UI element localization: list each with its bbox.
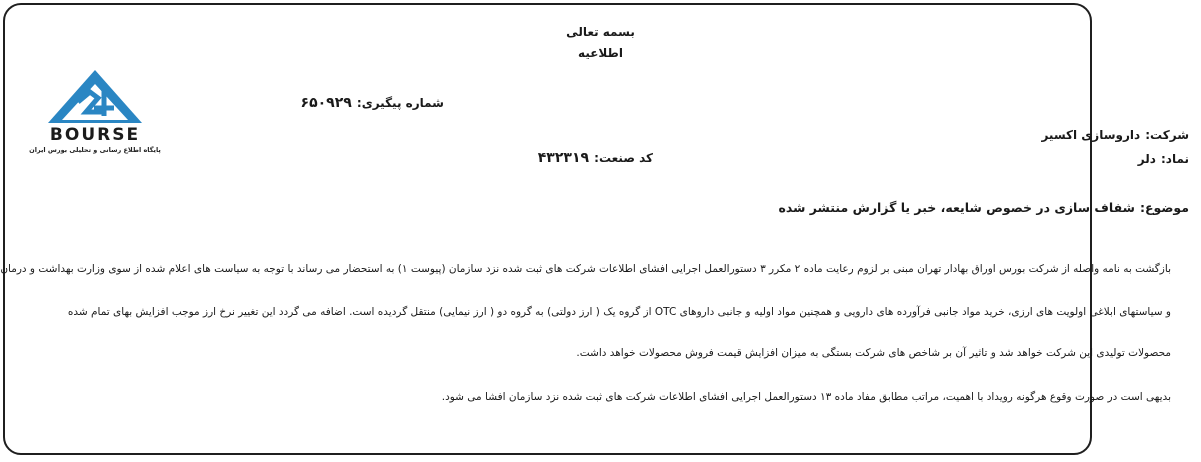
- body-line-4: بدیهی است در صورت وقوع هرگونه رویداد با اهمیت، مراتب مطابق مفاد ماده ۱۳ دستورالعمل اجرایی افشای اطلاعات شرکت های ثبت شده نزد سازمان افشا می شود.: [441, 391, 1171, 403]
- industry-code-value: ۴۳۲۳۱۹: [537, 150, 590, 166]
- company-label: شرکت:: [1145, 128, 1189, 142]
- subject-label: موضوع:: [1139, 200, 1189, 215]
- tracking-number: [301, 92, 444, 111]
- subject-line: [779, 197, 1189, 216]
- bourse-logo-mark-icon: [20, 68, 170, 128]
- bourse-logo: [20, 68, 170, 158]
- bourse-caption: پایگاه اطلاع رسانی و تحلیلی بورس ایران: [29, 146, 161, 154]
- tracking-label: شماره پیگیری:: [356, 96, 444, 110]
- tracking-value: ۶۵۰۹۲۹: [300, 95, 352, 111]
- notice-heading: اطلاعیه: [578, 46, 623, 60]
- subject-text: شفاف سازی در خصوص شایعه، خبر یا گزارش منتشر شده: [778, 200, 1135, 215]
- body-line-1: بازگشت به نامه واصله از شرکت بورس اوراق بهادار تهران مبنی بر لزوم رعایت ماده ۲ مکرر ۳ دستورالعمل اجرایی افشای اطلاعات شرکت های ثبت شده نزد سازمان (پیوست ۱) به استحضار می رساند با توجه به سیاست های اعلام شده از سوی وزارت بهداشت و درمان: [0, 263, 1171, 275]
- basmala-heading: بسمه تعالی: [566, 25, 635, 39]
- body-line-2: و سیاستهای ابلاغی اولویت های ارزی، خرید مواد جانبی فرآورده های دارویی و همچنین مواد اولیه و جانبی داروهای OTC از گروه یک ( ارز دولتی) به گروه دو ( ارز نیمایی) منتقل گردیده است. اضافه می گردد این تغییر نرخ ارز موجب افزایش بهای تمام شده: [67, 306, 1171, 318]
- industry-code-label: کد صنعت:: [594, 151, 653, 165]
- industry-code: [538, 147, 653, 166]
- bourse-wordmark: BOURSE: [49, 125, 141, 145]
- symbol-field: [1138, 148, 1189, 167]
- body-line-3: محصولات تولیدی این شرکت خواهد شد و تاثیر آن بر شاخص های شرکت بستگی به میزان افزایش قیمت فروش محصولات خواهد داشت.: [576, 347, 1171, 359]
- symbol-label: نماد:: [1160, 152, 1189, 166]
- symbol-value: دلر: [1137, 152, 1156, 166]
- company-field: [1041, 124, 1189, 143]
- company-value: داروسازی اکسیر: [1041, 128, 1141, 142]
